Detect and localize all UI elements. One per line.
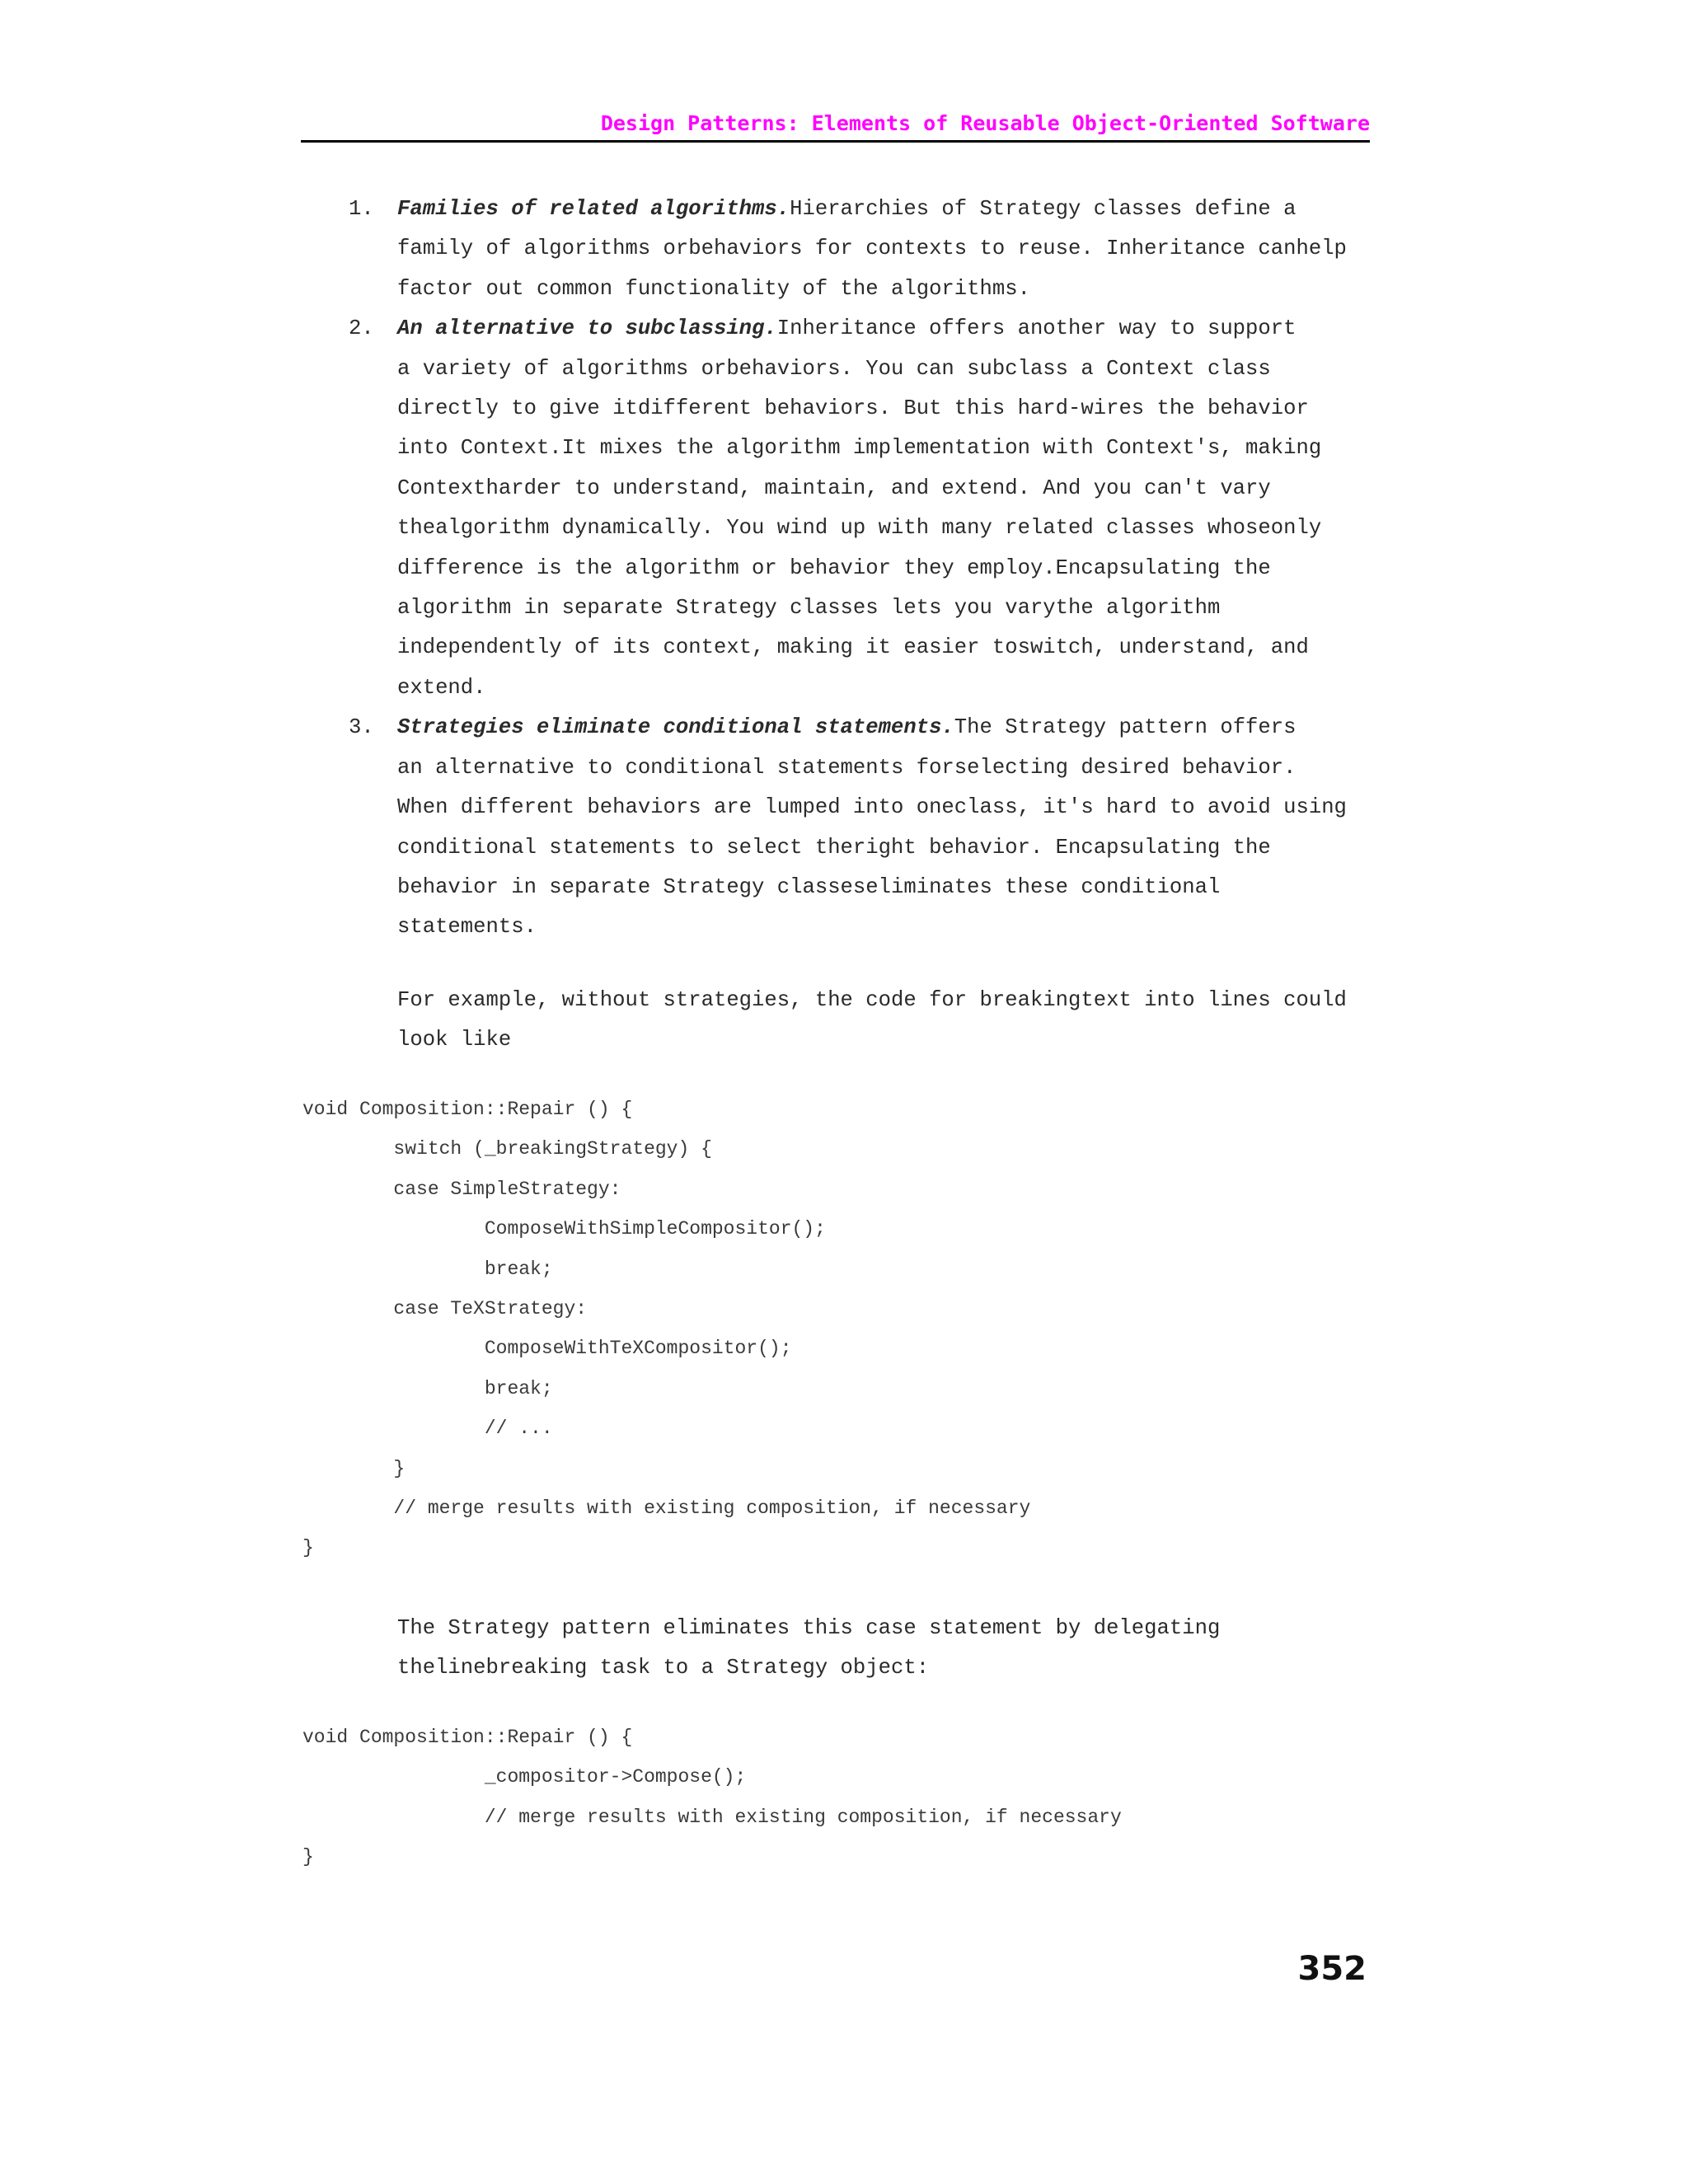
list-item-number: 1. [349, 197, 374, 221]
list-item-body: Hierarchies of Strategy classes define a family of algorithms orbehaviors for contexts to reuse. Inheritance canhelp factor out common functionality of the algorithms. [397, 197, 1347, 301]
list-item [346, 309, 1376, 708]
code-block-conditional: void Composition::Repair () { switch (_breakingStrategy) { case SimpleStrategy: ComposeWithSimpleCompositor(); break; case TeXStrategy: ComposeWithTeXCompositor(); break; // ... } // merge results with existing composition, if necessary } [302, 1099, 1031, 1559]
list-item-number: 2. [349, 316, 374, 341]
list-item-body: The Strategy pattern offers an alternative to conditional statements forselecting desired behavior. When different behaviors are lumped into oneclass, it's hard to avoid using conditional statements to select theright behavior. Encapsulating the behavior in separate Strategy classeseliminates these conditional statements. [397, 715, 1347, 940]
list-item-title: Families of related algorithms. [397, 197, 790, 221]
code-block-strategy: void Composition::Repair () { _compositor->Compose(); // merge results with existing composition, if necessary } [302, 1727, 1122, 1868]
list-item [346, 708, 1376, 947]
consequences-list [346, 190, 1376, 948]
list-item [346, 190, 1376, 309]
list-item-body: Inheritance offers another way to support a variety of algorithms orbehaviors. You can subclass a Context class directly to give itdifferent behaviors. But this hard-wires the behavior into Context.It mixes the algorithm implementation with Context's, making Contextharder to understand, maintain, and extend. And you can't vary thealgorithm dynamically. You wind up with many related classes whoseonly difference is the algorithm or behavior they employ.Encapsulating the algorithm in separate Strategy classes lets you varythe algorithm independently of its context, making it easier toswitch, understand, and extend. [397, 316, 1322, 700]
example-intro-paragraph: For example, without strategies, the code for breakingtext into lines could look like [397, 988, 1347, 1052]
list-item-title: An alternative to subclassing. [397, 316, 777, 341]
strategy-paragraph: The Strategy pattern eliminates this case statement by delegating thelinebreaking task to a Strategy object: [397, 1616, 1221, 1680]
page-number: 352 [1297, 1950, 1367, 1988]
list-item-number: 3. [349, 715, 374, 740]
header-rule [301, 140, 1370, 143]
list-item-title: Strategies eliminate conditional statements. [397, 715, 954, 740]
running-header: Design Patterns: Elements of Reusable Object-Oriented Software [600, 111, 1370, 135]
